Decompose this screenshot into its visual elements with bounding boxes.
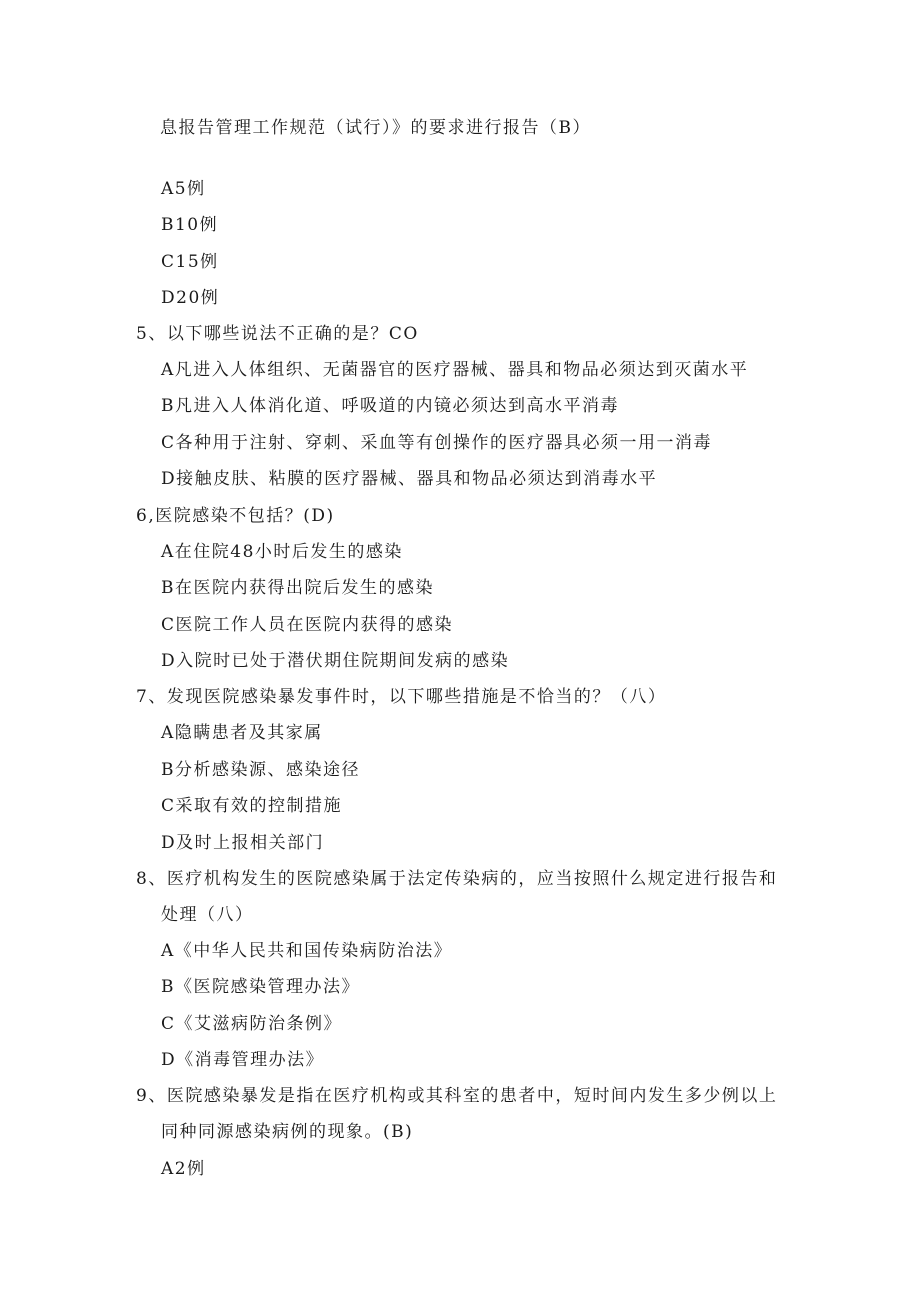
question-5-option-b: B凡进入人体消化道、呼吸道的内镜必须达到高水平消毒 xyxy=(161,396,619,416)
question-8: 8、医疗机构发生的医院感染属于法定传染病的，应当按照什么规定进行报告和 xyxy=(136,869,778,889)
question-6-option-c: C医院工作人员在医院内获得的感染 xyxy=(161,615,454,635)
question-8-option-b: B《医院感染管理办法》 xyxy=(161,977,360,997)
question-6-option-a: A在住院48小时后发生的感染 xyxy=(161,542,403,562)
question-6: 6,医院感染不包括？(D) xyxy=(136,506,335,526)
question-8-option-c: C《艾滋病防治条例》 xyxy=(161,1014,343,1034)
question-4-option-a: A5例 xyxy=(161,179,206,199)
question-5-option-a: A凡进入人体组织、无菌器官的医疗器械、器具和物品必须达到灭菌水平 xyxy=(161,360,749,380)
question-5-option-c: C各种用于注射、穿刺、采血等有创操作的医疗器具必须一用一消毒 xyxy=(161,433,713,453)
question-4-option-d: D20例 xyxy=(161,288,220,308)
question-9-continuation: 同种同源感染病例的现象。(B) xyxy=(161,1122,414,1142)
question-8-option-d: D《消毒管理办法》 xyxy=(161,1050,325,1070)
question-9: 9、医院感染暴发是指在医疗机构或其科室的患者中，短时间内发生多少例以上 xyxy=(136,1086,778,1106)
question-7-option-d: D及时上报相关部门 xyxy=(161,833,325,853)
question-4-option-b: B10例 xyxy=(161,215,219,235)
question-5: 5、以下哪些说法不正确的是？CO xyxy=(136,324,419,344)
question-5-option-d: D接触皮肤、粘膜的医疗器械、器具和物品必须达到消毒水平 xyxy=(161,469,658,489)
question-6-option-d: D入院时已处于潜伏期住院期间发病的感染 xyxy=(161,651,510,671)
question-7-option-c: C采取有效的控制措施 xyxy=(161,796,343,816)
question-7-option-a: A隐瞒患者及其家属 xyxy=(161,723,323,743)
question-8-option-a: A《中华人民共和国传染病防治法》 xyxy=(161,941,453,961)
question-7-option-b: B分析感染源、感染途径 xyxy=(161,760,360,780)
question-8-continuation: 处理（八） xyxy=(161,905,254,925)
question-4-option-c: C15例 xyxy=(161,252,219,272)
question-9-option-a: A2例 xyxy=(161,1159,206,1179)
question-4-continuation: 息报告管理工作规范（试行）》的要求进行报告（B） xyxy=(160,118,591,138)
question-6-option-b: B在医院内获得出院后发生的感染 xyxy=(161,578,434,598)
question-7: 7、发现医院感染暴发事件时，以下哪些措施是不恰当的？（八） xyxy=(136,687,667,707)
